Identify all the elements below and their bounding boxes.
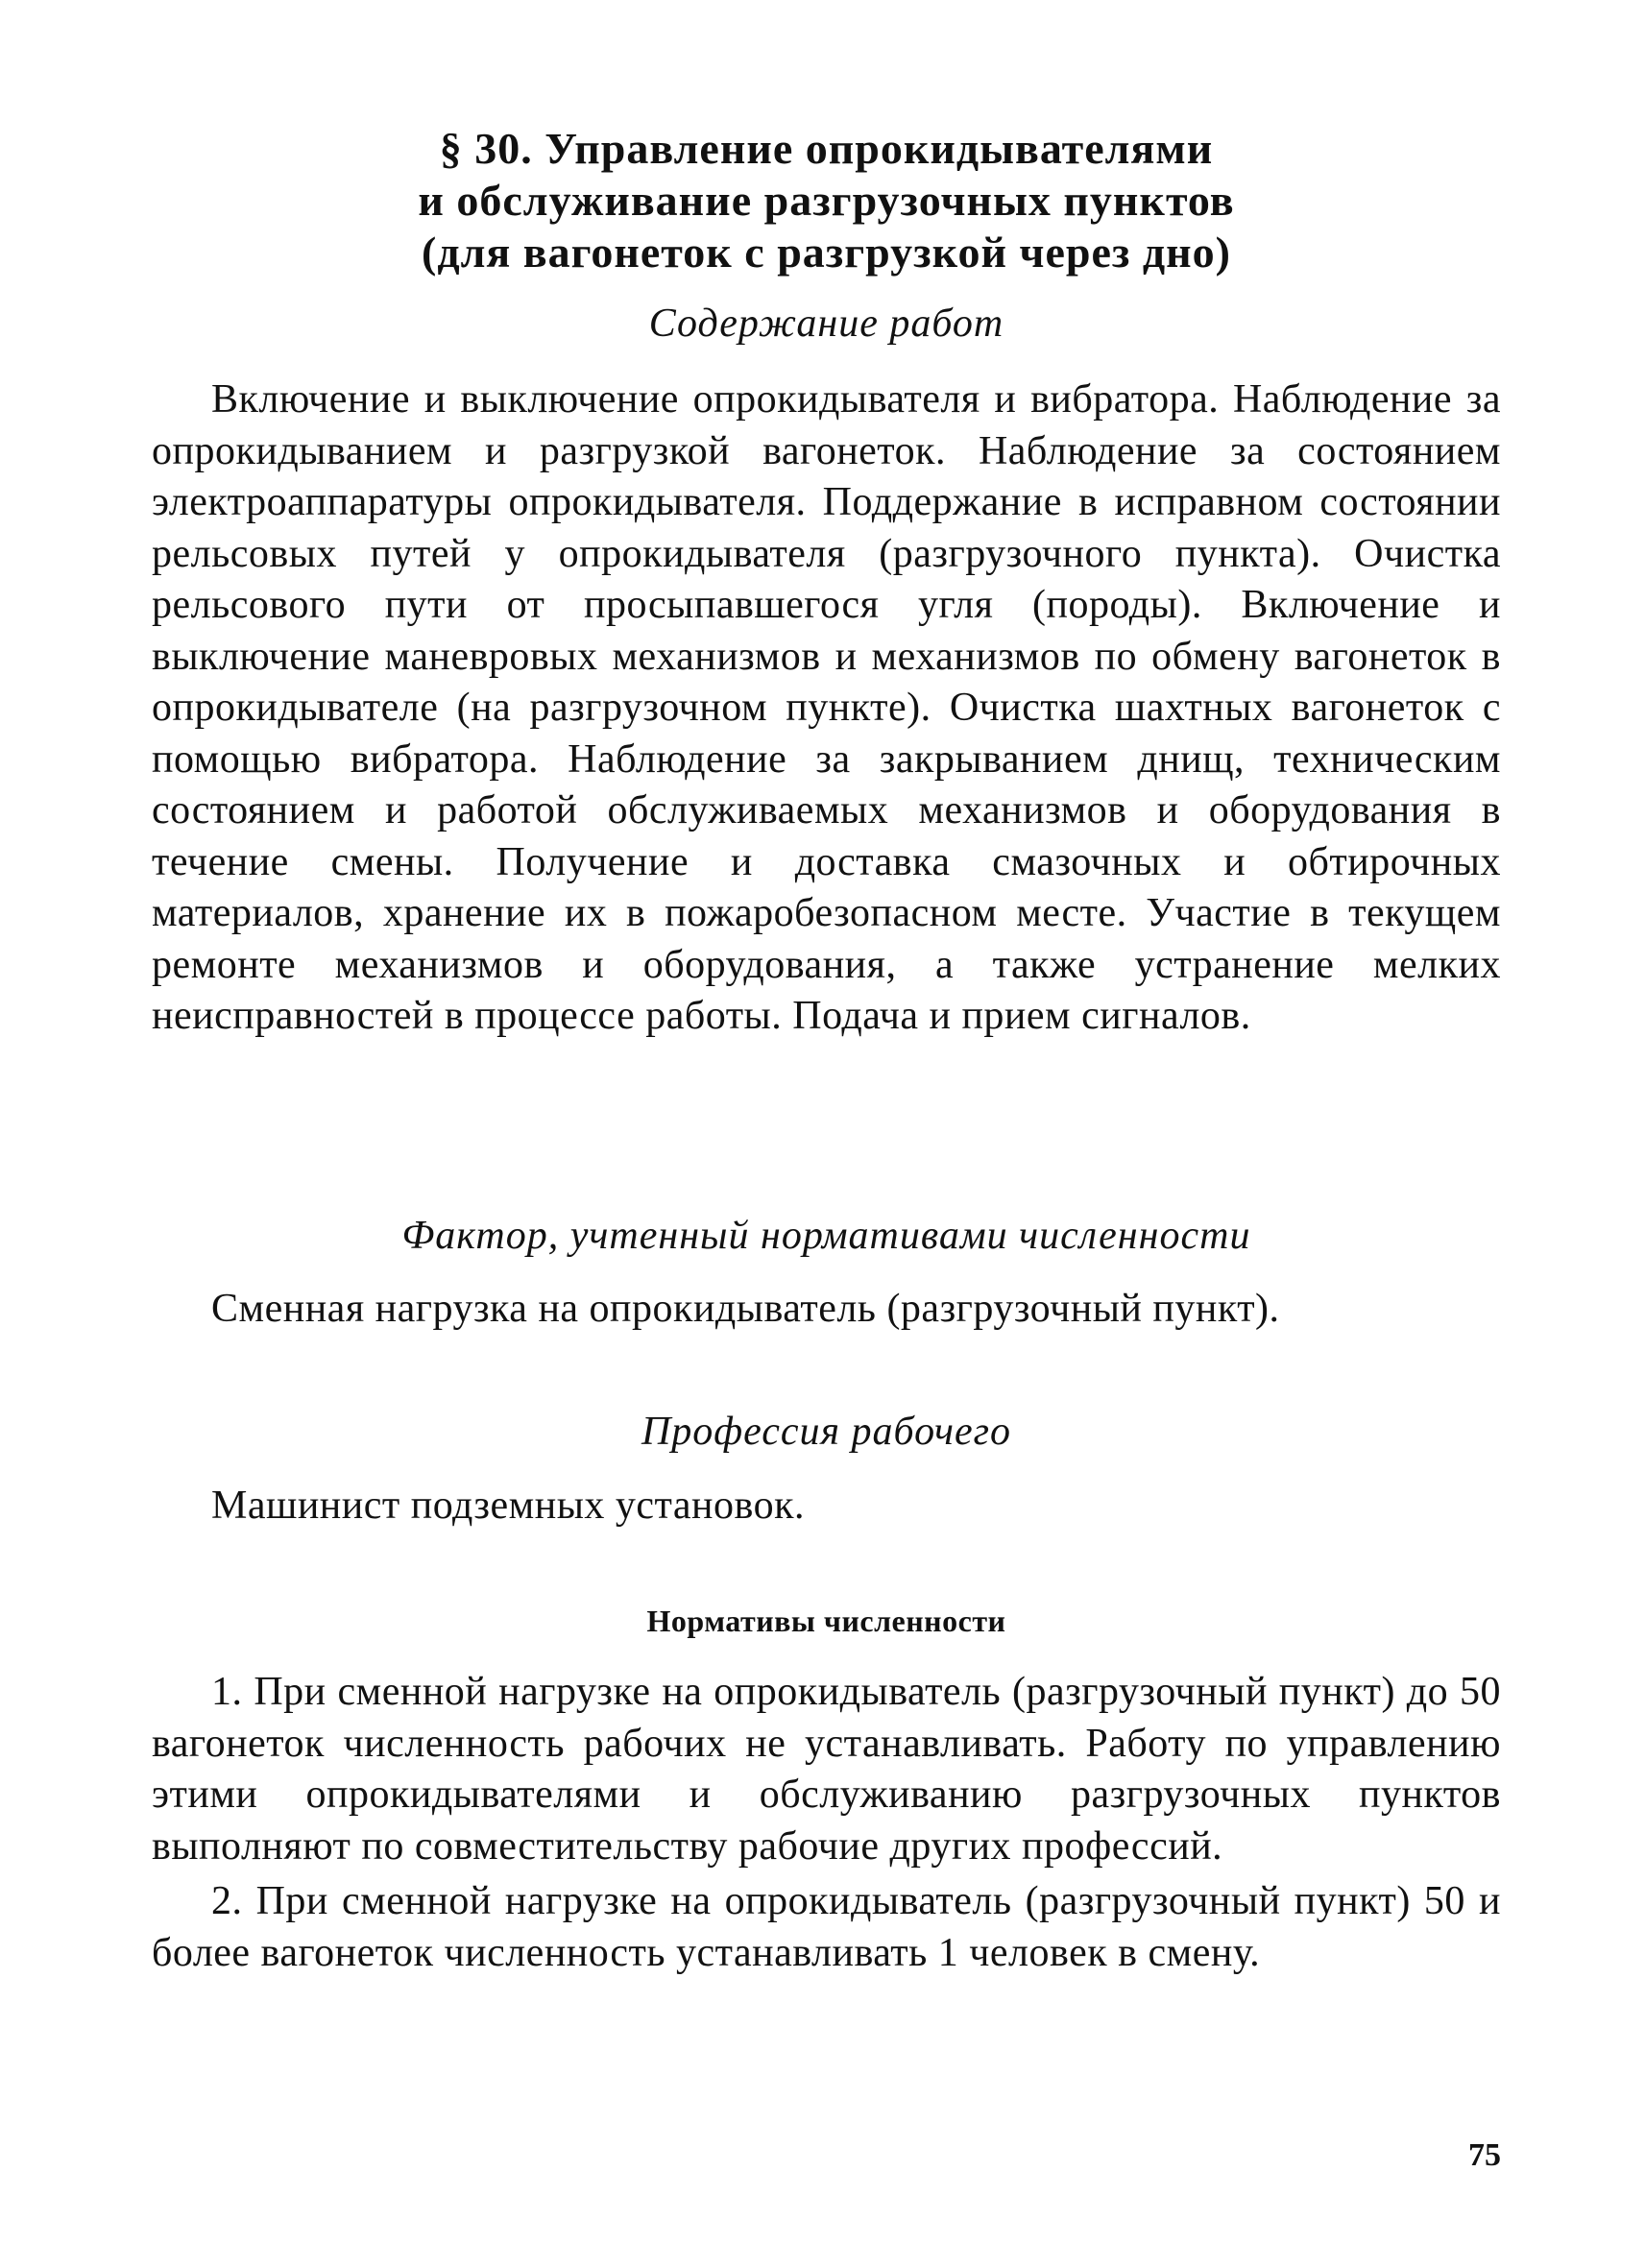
section-heading-line-3: (для вагонеток с разгрузкой через дно): [422, 228, 1231, 277]
section-heading-line-2: и обслуживание разгрузочных пунктов: [418, 176, 1235, 225]
work-content-title: Содержание работ: [648, 302, 1004, 346]
factor-title: Фактор, учтенный нормативами численности: [401, 1214, 1251, 1258]
factor-text: Сменная нагрузка на опрокидыватель (разгрузочный пункт).: [211, 1287, 1280, 1331]
work-content-text: Включение и выключение опрокидывателя и вибратора. Наблюдение за опрокидыванием и разгрузкой вагонеток. Наблюдение за состоянием электроаппаратуры опрокидывателя. Поддержание в исправном состоянии рельсовых путей у опрокидывателя (разгрузочного пункта). Очистка рельсового пути от просыпавшегося угля (породы). Включение и выключение маневровых механизмов и механизмов по обмену вагонеток в опрокидывателе (на разгрузочном пункте). Очистка шахтных вагонеток с помощью вибратора. Наблюдение за закрыванием днищ, техническим состоянием и работой обслуживаемых механизмов и оборудования в течение смены. Получение и доставка смазочных и обтирочных материалов, хранение их в пожаробезопасном месте. Участие в текущем ремонте механизмов и оборудования, а также устранение мелких неисправностей в процессе работы. Подача и прием сигналов.: [152, 377, 1501, 1038]
profession-text: Машинист подземных установок.: [211, 1484, 805, 1528]
norms-list: [152, 1667, 1501, 1983]
page-number: 75: [1468, 2137, 1501, 2173]
norms-title: Нормативы численности: [646, 1604, 1006, 1638]
norm-item-1: 1. При сменной нагрузке на опрокидыватель (разгрузочный пункт) до 50 вагонеток численность рабочих не устанавливать. Работу по управлению этими опрокидывателями и обслуживанию разгрузочных пунктов выполняют по совместительству рабочие других профессий.: [152, 1670, 1501, 1869]
norm-item-2: 2. При сменной нагрузке на опрокидыватель (разгрузочный пункт) 50 и более вагонеток численность устанавливать 1 человек в смену.: [152, 1879, 1501, 1975]
section-heading: [152, 123, 1501, 278]
section-heading-line-1: § 30. Управление опрокидывателями: [439, 124, 1214, 173]
profession-title: Профессия рабочего: [641, 1410, 1012, 1454]
